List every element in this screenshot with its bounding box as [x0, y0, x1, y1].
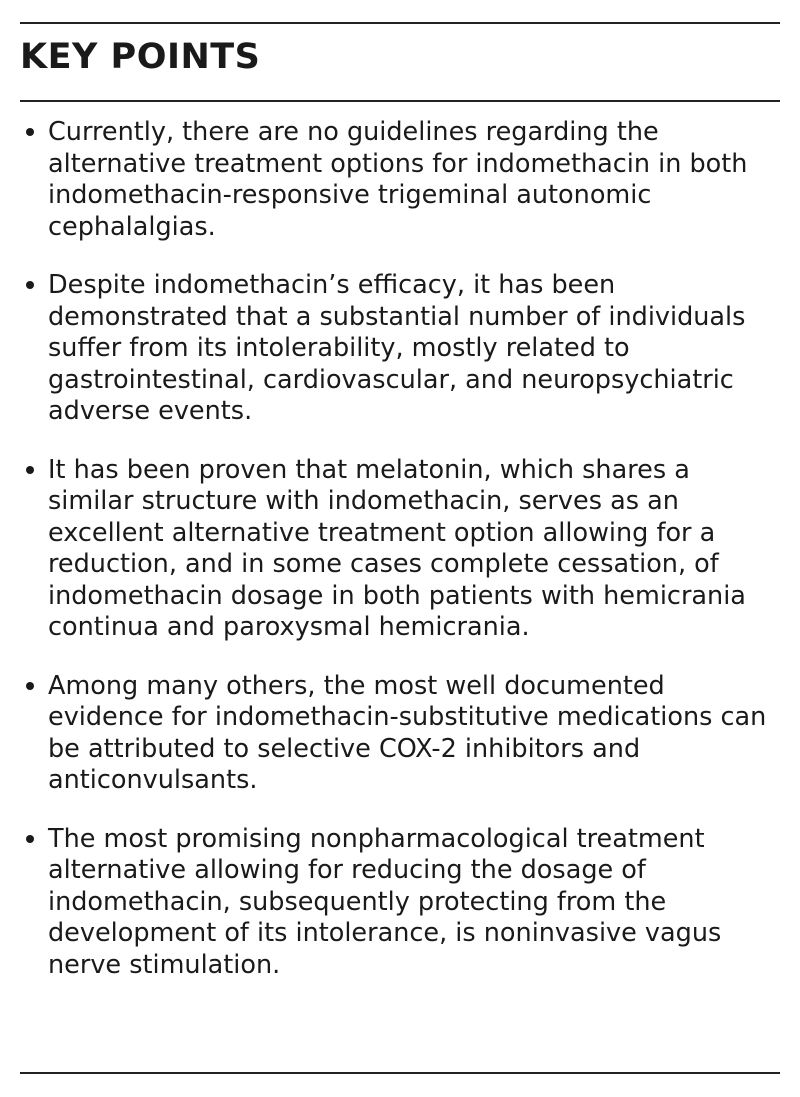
bullet-icon — [26, 835, 34, 843]
bullet-icon — [26, 466, 34, 474]
key-points-list — [20, 117, 780, 1008]
key-point-4 — [20, 671, 780, 797]
key-points-box — [20, 22, 780, 1074]
key-point-text: Among many others, the most well documented evidence for indomethacin-substitutive medications can be attributed to selective COX-2 inhibitors and anticonvulsants. — [48, 670, 767, 795]
bullet-icon — [26, 682, 34, 690]
bullet-icon — [26, 128, 34, 136]
key-point-1 — [20, 117, 780, 243]
top-rule — [20, 22, 780, 24]
key-point-text: Despite indomethacin’s efficacy, it has been demonstrated that a substantial number of individuals suffer from its intolerability, mostly related to gastrointestinal, cardiovascular, and neuropsychiatric adverse events. — [48, 270, 746, 426]
key-point-5 — [20, 824, 780, 982]
bottom-rule — [20, 1072, 780, 1074]
key-point-text: Currently, there are no guidelines regarding the alternative treatment options for indomethacin in both indomethacin-responsive trigeminal autonomic cephalalgias. — [48, 117, 748, 242]
key-point-2 — [20, 270, 780, 428]
key-points-title: KEY POINTS — [20, 37, 261, 77]
bullet-icon — [26, 281, 34, 289]
key-point-3 — [20, 455, 780, 644]
key-point-text: It has been proven that melatonin, which shares a similar structure with indomethacin, serves as an excellent alternative treatment option allowing for a reduction, and in some cases complete cessation, of indomethacin dosage in both patients with hemicrania continua and paroxysmal hemicrania. — [48, 454, 746, 642]
key-point-text: The most promising nonpharmacological treatment alternative allowing for reducing the dosage of indomethacin, subsequently protecting from the development of its intolerance, is noninvasive vagus nerve stimulation. — [48, 823, 722, 980]
title-divider — [20, 100, 780, 102]
